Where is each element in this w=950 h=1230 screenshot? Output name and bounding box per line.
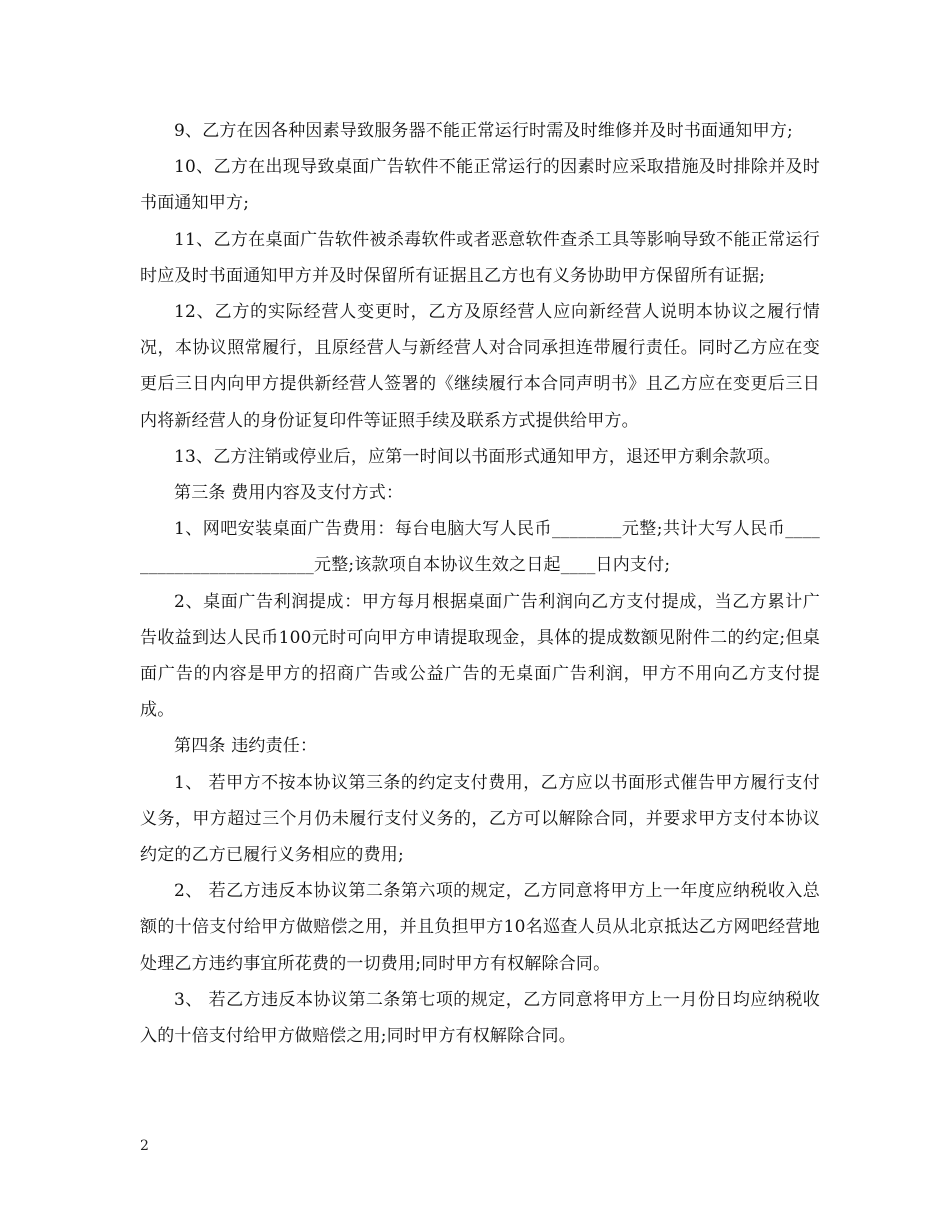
- clause-4-1: 1、 若甲方不按本协议第三条的约定支付费用，乙方应以书面形式催告甲方履行支付义务，甲方超过三个月仍未履行支付义务的，乙方可以解除合同，并要求甲方支付本协议约定的乙方已履行义务相应的费用;: [140, 772, 820, 866]
- clause-2-10: 10、乙方在出现导致桌面广告软件不能正常运行的因素时应采取措施及时排除并及时书面通知甲方;: [140, 157, 820, 214]
- article-4-heading: 第四条 违约责任：: [174, 736, 318, 757]
- clause-4-2: 2、 若乙方违反本协议第二条第六项的规定，乙方同意将甲方上一年度应纳税收入总额的十倍支付给甲方做赔偿之用，并且负担甲方10名巡查人员从北京抵达乙方网吧经营地处理乙方违约事宜所花费的一切费用;同时甲方有权解除合同。: [140, 881, 820, 974]
- clause-2-13: 13、乙方注销或停业后，应第一时间以书面形式通知甲方，退还甲方剩余款项。: [174, 446, 781, 467]
- clause-2-9: 9、乙方在因各种因素导致服务器不能正常运行时需及时维修并及时书面通知甲方;: [174, 121, 793, 141]
- clause-2-12: 12、乙方的实际经营人变更时，乙方及原经营人应向新经营人说明本协议之履行情况，本协议照常履行，且原经营人与新经营人对合同承担连带履行责任。同时乙方应在变更后三日内向甲方提供新经营人签署的《继续履行本合同声明书》且乙方应在变更后三日内将新经营人的身份证复印件等证照手续及联系方式提供给甲方。: [140, 302, 820, 431]
- clause-3-1: 1、网吧安装桌面广告费用：每台电脑大写人民币________元整;共计大写人民币________________________元整;该款项自本协议生效之日起____日内支付;: [140, 519, 820, 576]
- article-3-heading: 第三条 费用内容及支付方式：: [174, 483, 404, 504]
- clause-4-3: 3、 若乙方违反本协议第二条第七项的规定，乙方同意将甲方上一月份日均应纳税收入的十倍支付给甲方做赔偿之用;同时甲方有权解除合同。: [140, 989, 820, 1047]
- document-body: [140, 113, 820, 1054]
- clause-3-2: 2、桌面广告利润提成：甲方每月根据桌面广告利润向乙方支付提成，当乙方累计广告收益到达人民币100元时可向甲方申请提取现金，具体的提成数额见附件二的约定;但桌面广告的内容是甲方的招商广告或公益广告的无桌面广告利润，甲方不用向乙方支付提成。: [140, 591, 820, 721]
- page-number: 2: [140, 1138, 149, 1154]
- clause-2-11: 11、乙方在桌面广告软件被杀毒软件或者恶意软件查杀工具等影响导致不能正常运行时应及时书面通知甲方并及时保留所有证据且乙方也有义务协助甲方保留所有证据;: [140, 229, 820, 286]
